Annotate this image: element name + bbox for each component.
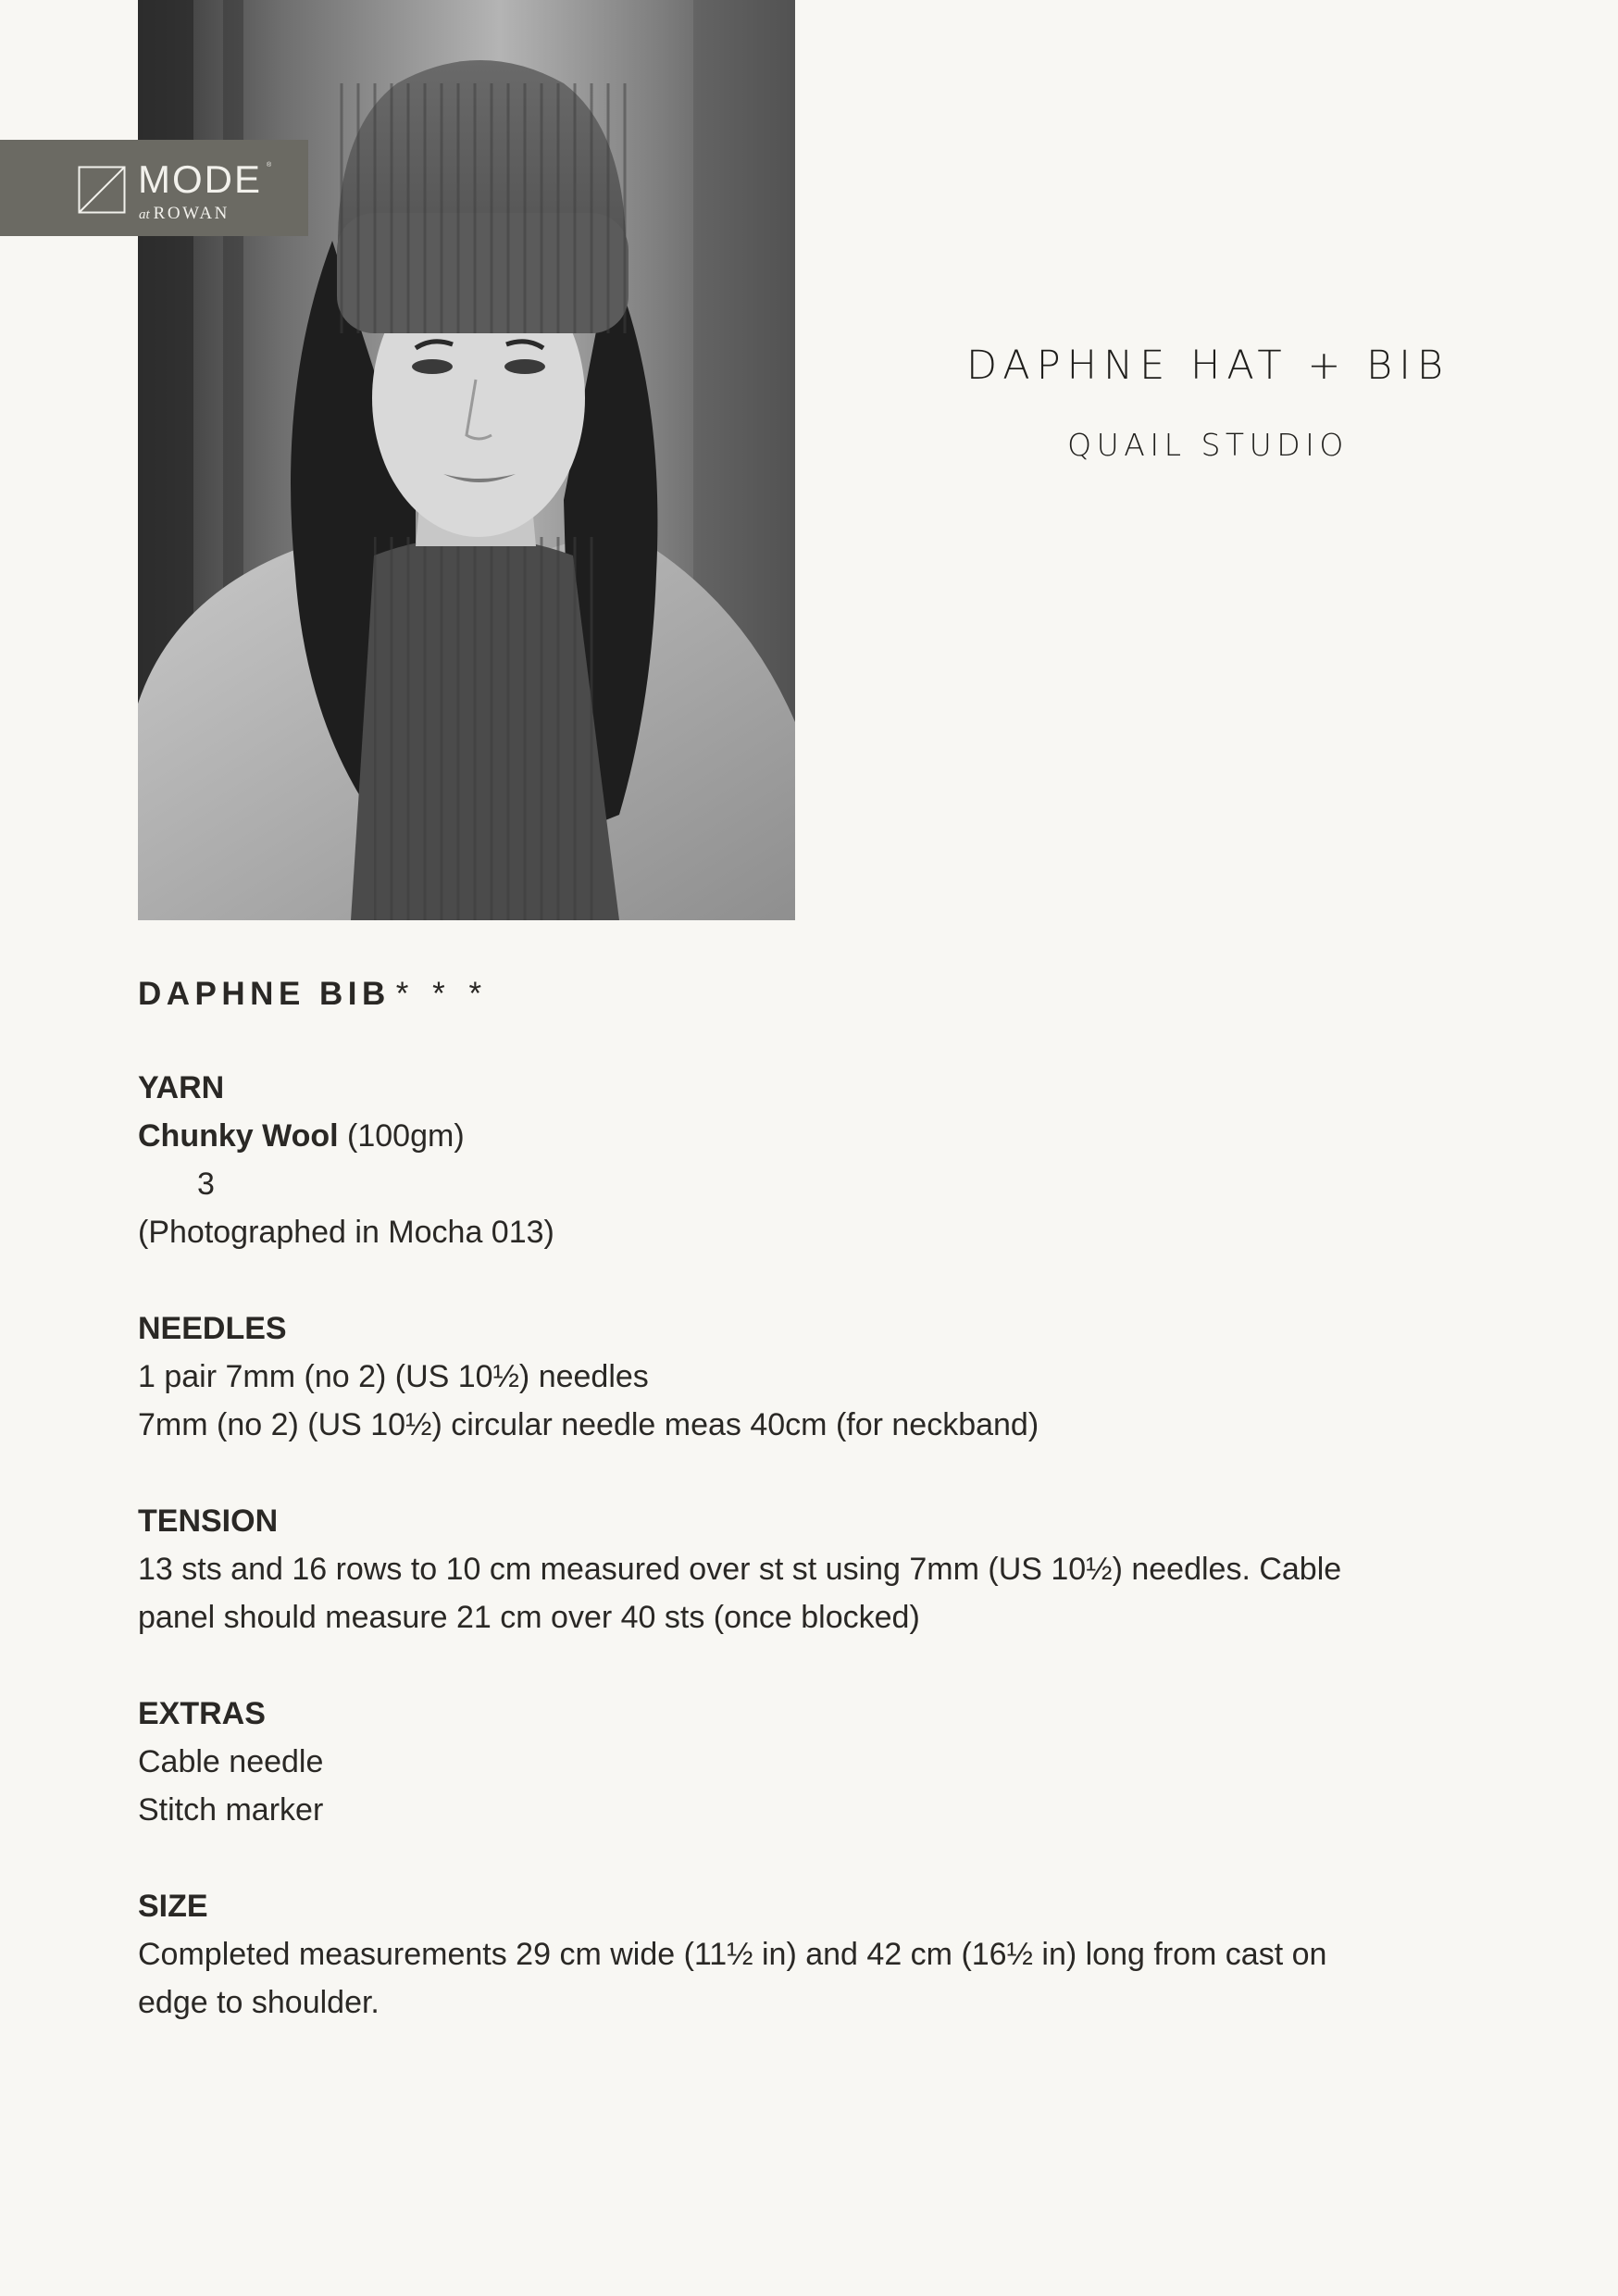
tension-line: 13 sts and 16 rows to 10 cm measured over st st using 7mm (US 10½) needles. Cable — [138, 1552, 1342, 1587]
needles-line: 1 pair 7mm (no 2) (US 10½) needles — [138, 1359, 649, 1394]
page-title: DAPHNE HAT + BIB — [965, 343, 1450, 389]
yarn-name-line: Chunky Wool (100gm) — [138, 1118, 465, 1154]
pattern-details — [138, 972, 1480, 2075]
logo-trademark: ® — [267, 162, 272, 168]
size-line: Completed measurements 29 cm wide (11½ in) and 42 cm (16½ in) long from cast on — [138, 1937, 1327, 1972]
yarn-quantity: 3 — [197, 1167, 215, 1202]
yarn-section — [138, 1064, 1480, 1256]
designer-name: QUAIL STUDIO — [1067, 427, 1349, 463]
section-heading: NEEDLES — [138, 1311, 287, 1346]
needles-section — [138, 1304, 1480, 1449]
extras-section — [138, 1690, 1480, 1834]
model-photo — [138, 0, 795, 920]
difficulty-rating: * * * — [395, 976, 490, 1012]
section-heading: TENSION — [138, 1504, 279, 1539]
section-heading: EXTRAS — [138, 1696, 266, 1731]
section-heading: SIZE — [138, 1889, 208, 1924]
section-heading: YARN — [138, 1070, 225, 1105]
extras-line: Stitch marker — [138, 1792, 324, 1828]
tension-section — [138, 1497, 1480, 1641]
brand-logo — [0, 140, 308, 236]
logo-subtitle: at ROWAN — [139, 204, 230, 223]
needles-line: 7mm (no 2) (US 10½) circular needle meas 40cm (for neckband) — [138, 1407, 1039, 1442]
pattern-name: DAPHNE BIB * * * — [138, 976, 490, 1012]
logo-mark-icon — [78, 166, 126, 214]
tension-line: panel should measure 21 cm over 40 sts (once blocked) — [138, 1600, 920, 1635]
extras-line: Cable needle — [138, 1744, 324, 1779]
logo-wordmark: MODE — [138, 157, 262, 201]
yarn-photographed: (Photographed in Mocha 013) — [138, 1215, 554, 1250]
size-section — [138, 1882, 1480, 2027]
size-line: edge to shoulder. — [138, 1985, 380, 2020]
